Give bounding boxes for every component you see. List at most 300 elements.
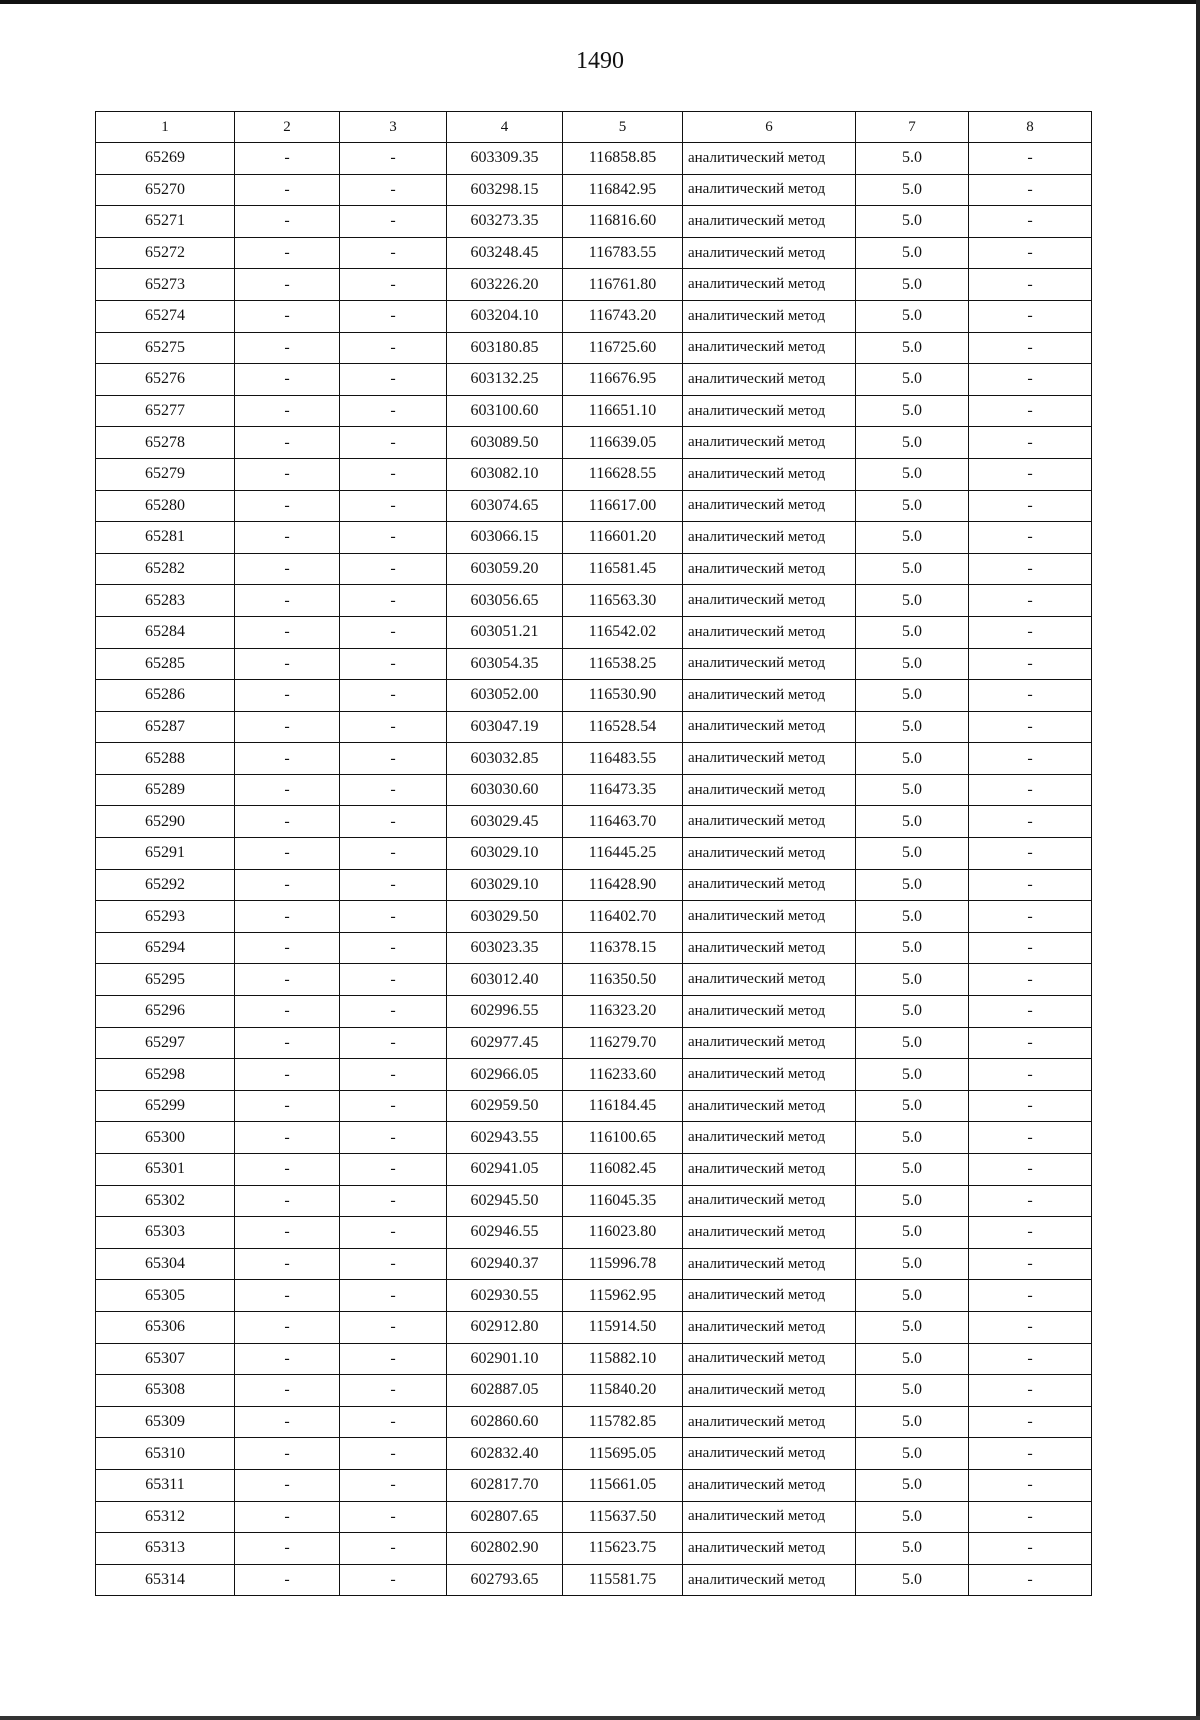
coord-y-cell: 116100.65 bbox=[563, 1122, 683, 1154]
coord-y-cell: 116378.15 bbox=[563, 932, 683, 964]
table-row bbox=[96, 174, 1092, 206]
table-row bbox=[96, 1406, 1092, 1438]
method-cell: аналитический метод bbox=[683, 806, 856, 838]
coord-y-cell: 115623.75 bbox=[563, 1533, 683, 1565]
cell-col3-cell: - bbox=[340, 901, 447, 933]
coord-x-cell: 602832.40 bbox=[447, 1438, 563, 1470]
accuracy-cell: 5.0 bbox=[856, 300, 969, 332]
coord-y-cell: 115882.10 bbox=[563, 1343, 683, 1375]
cell-col8-cell: - bbox=[969, 1059, 1092, 1091]
table-row bbox=[96, 616, 1092, 648]
point-number-cell: 65308 bbox=[96, 1375, 235, 1407]
accuracy-cell: 5.0 bbox=[856, 711, 969, 743]
coord-x-cell: 603030.60 bbox=[447, 774, 563, 806]
accuracy-cell: 5.0 bbox=[856, 1185, 969, 1217]
cell-col2-cell: - bbox=[235, 1217, 340, 1249]
accuracy-cell: 5.0 bbox=[856, 932, 969, 964]
method-cell: аналитический метод bbox=[683, 838, 856, 870]
coord-x-cell: 603074.65 bbox=[447, 490, 563, 522]
method-cell: аналитический метод bbox=[683, 522, 856, 554]
method-cell: аналитический метод bbox=[683, 206, 856, 238]
cell-col2-cell: - bbox=[235, 1059, 340, 1091]
coord-y-cell: 116816.60 bbox=[563, 206, 683, 238]
method-cell: аналитический метод bbox=[683, 553, 856, 585]
point-number-cell: 65304 bbox=[96, 1248, 235, 1280]
point-number-cell: 65291 bbox=[96, 838, 235, 870]
accuracy-cell: 5.0 bbox=[856, 143, 969, 175]
method-cell: аналитический метод bbox=[683, 1311, 856, 1343]
column-header: 1 bbox=[96, 112, 235, 143]
method-cell: аналитический метод bbox=[683, 364, 856, 396]
method-cell: аналитический метод bbox=[683, 1469, 856, 1501]
coord-x-cell: 602941.05 bbox=[447, 1154, 563, 1186]
point-number-cell: 65283 bbox=[96, 585, 235, 617]
coord-x-cell: 603248.45 bbox=[447, 237, 563, 269]
accuracy-cell: 5.0 bbox=[856, 1311, 969, 1343]
cell-col2-cell: - bbox=[235, 1027, 340, 1059]
point-number-cell: 65310 bbox=[96, 1438, 235, 1470]
table-row bbox=[96, 300, 1092, 332]
accuracy-cell: 5.0 bbox=[856, 743, 969, 775]
cell-col8-cell: - bbox=[969, 1406, 1092, 1438]
cell-col8-cell: - bbox=[969, 458, 1092, 490]
method-cell: аналитический метод bbox=[683, 1122, 856, 1154]
accuracy-cell: 5.0 bbox=[856, 1438, 969, 1470]
table-row bbox=[96, 1090, 1092, 1122]
cell-col2-cell: - bbox=[235, 332, 340, 364]
cell-col2-cell: - bbox=[235, 1185, 340, 1217]
point-number-cell: 65303 bbox=[96, 1217, 235, 1249]
point-number-cell: 65294 bbox=[96, 932, 235, 964]
point-number-cell: 65290 bbox=[96, 806, 235, 838]
scan-edge-right bbox=[1196, 0, 1200, 1720]
cell-col8-cell: - bbox=[969, 964, 1092, 996]
method-cell: аналитический метод bbox=[683, 1248, 856, 1280]
method-cell: аналитический метод bbox=[683, 174, 856, 206]
cell-col8-cell: - bbox=[969, 901, 1092, 933]
coord-x-cell: 602912.80 bbox=[447, 1311, 563, 1343]
cell-col2-cell: - bbox=[235, 553, 340, 585]
cell-col2-cell: - bbox=[235, 806, 340, 838]
coord-x-cell: 602887.05 bbox=[447, 1375, 563, 1407]
point-number-cell: 65297 bbox=[96, 1027, 235, 1059]
cell-col3-cell: - bbox=[340, 711, 447, 743]
coord-y-cell: 115581.75 bbox=[563, 1564, 683, 1596]
cell-col2-cell: - bbox=[235, 1533, 340, 1565]
cell-col8-cell: - bbox=[969, 1311, 1092, 1343]
table-row bbox=[96, 1059, 1092, 1091]
accuracy-cell: 5.0 bbox=[856, 1501, 969, 1533]
cell-col8-cell: - bbox=[969, 1027, 1092, 1059]
cell-col2-cell: - bbox=[235, 680, 340, 712]
cell-col2-cell: - bbox=[235, 522, 340, 554]
table-row bbox=[96, 1533, 1092, 1565]
method-cell: аналитический метод bbox=[683, 774, 856, 806]
coord-y-cell: 116743.20 bbox=[563, 300, 683, 332]
cell-col8-cell: - bbox=[969, 427, 1092, 459]
cell-col8-cell: - bbox=[969, 774, 1092, 806]
coord-x-cell: 603082.10 bbox=[447, 458, 563, 490]
table-row bbox=[96, 996, 1092, 1028]
cell-col3-cell: - bbox=[340, 743, 447, 775]
coord-y-cell: 115840.20 bbox=[563, 1375, 683, 1407]
coord-y-cell: 116402.70 bbox=[563, 901, 683, 933]
coord-y-cell: 116428.90 bbox=[563, 869, 683, 901]
accuracy-cell: 5.0 bbox=[856, 648, 969, 680]
point-number-cell: 65293 bbox=[96, 901, 235, 933]
coord-y-cell: 116082.45 bbox=[563, 1154, 683, 1186]
coord-x-cell: 602996.55 bbox=[447, 996, 563, 1028]
cell-col8-cell: - bbox=[969, 996, 1092, 1028]
accuracy-cell: 5.0 bbox=[856, 1533, 969, 1565]
cell-col2-cell: - bbox=[235, 1090, 340, 1122]
method-cell: аналитический метод bbox=[683, 869, 856, 901]
cell-col2-cell: - bbox=[235, 427, 340, 459]
table-row bbox=[96, 553, 1092, 585]
cell-col8-cell: - bbox=[969, 1533, 1092, 1565]
method-cell: аналитический метод bbox=[683, 1185, 856, 1217]
accuracy-cell: 5.0 bbox=[856, 206, 969, 238]
cell-col8-cell: - bbox=[969, 364, 1092, 396]
column-header: 4 bbox=[447, 112, 563, 143]
accuracy-cell: 5.0 bbox=[856, 838, 969, 870]
coord-y-cell: 116639.05 bbox=[563, 427, 683, 459]
table-row bbox=[96, 743, 1092, 775]
cell-col8-cell: - bbox=[969, 1343, 1092, 1375]
cell-col3-cell: - bbox=[340, 427, 447, 459]
method-cell: аналитический метод bbox=[683, 237, 856, 269]
accuracy-cell: 5.0 bbox=[856, 964, 969, 996]
point-number-cell: 65309 bbox=[96, 1406, 235, 1438]
accuracy-cell: 5.0 bbox=[856, 490, 969, 522]
point-number-cell: 65276 bbox=[96, 364, 235, 396]
cell-col3-cell: - bbox=[340, 996, 447, 1028]
cell-col3-cell: - bbox=[340, 237, 447, 269]
table-row bbox=[96, 774, 1092, 806]
table-row bbox=[96, 332, 1092, 364]
point-number-cell: 65299 bbox=[96, 1090, 235, 1122]
table-row bbox=[96, 1122, 1092, 1154]
cell-col2-cell: - bbox=[235, 143, 340, 175]
accuracy-cell: 5.0 bbox=[856, 237, 969, 269]
table-row bbox=[96, 1154, 1092, 1186]
coord-y-cell: 116473.35 bbox=[563, 774, 683, 806]
accuracy-cell: 5.0 bbox=[856, 996, 969, 1028]
accuracy-cell: 5.0 bbox=[856, 269, 969, 301]
cell-col8-cell: - bbox=[969, 332, 1092, 364]
cell-col2-cell: - bbox=[235, 490, 340, 522]
point-number-cell: 65284 bbox=[96, 616, 235, 648]
coord-x-cell: 602817.70 bbox=[447, 1469, 563, 1501]
coord-x-cell: 603051.21 bbox=[447, 616, 563, 648]
column-header: 2 bbox=[235, 112, 340, 143]
table-row bbox=[96, 901, 1092, 933]
cell-col8-cell: - bbox=[969, 743, 1092, 775]
method-cell: аналитический метод bbox=[683, 490, 856, 522]
cell-col8-cell: - bbox=[969, 1469, 1092, 1501]
accuracy-cell: 5.0 bbox=[856, 458, 969, 490]
method-cell: аналитический метод bbox=[683, 1154, 856, 1186]
cell-col3-cell: - bbox=[340, 1311, 447, 1343]
accuracy-cell: 5.0 bbox=[856, 1343, 969, 1375]
cell-col3-cell: - bbox=[340, 174, 447, 206]
coord-y-cell: 116617.00 bbox=[563, 490, 683, 522]
coord-y-cell: 116445.25 bbox=[563, 838, 683, 870]
coord-x-cell: 602943.55 bbox=[447, 1122, 563, 1154]
table-row bbox=[96, 458, 1092, 490]
cell-col8-cell: - bbox=[969, 838, 1092, 870]
cell-col2-cell: - bbox=[235, 1469, 340, 1501]
column-header: 3 bbox=[340, 112, 447, 143]
cell-col2-cell: - bbox=[235, 1406, 340, 1438]
cell-col8-cell: - bbox=[969, 143, 1092, 175]
cell-col2-cell: - bbox=[235, 1343, 340, 1375]
cell-col3-cell: - bbox=[340, 1248, 447, 1280]
coord-x-cell: 603309.35 bbox=[447, 143, 563, 175]
cell-col3-cell: - bbox=[340, 585, 447, 617]
cell-col8-cell: - bbox=[969, 1217, 1092, 1249]
coord-x-cell: 602860.60 bbox=[447, 1406, 563, 1438]
cell-col8-cell: - bbox=[969, 206, 1092, 238]
method-cell: аналитический метод bbox=[683, 1533, 856, 1565]
accuracy-cell: 5.0 bbox=[856, 1248, 969, 1280]
cell-col8-cell: - bbox=[969, 237, 1092, 269]
cell-col8-cell: - bbox=[969, 522, 1092, 554]
coord-x-cell: 603226.20 bbox=[447, 269, 563, 301]
cell-col2-cell: - bbox=[235, 174, 340, 206]
cell-col3-cell: - bbox=[340, 1501, 447, 1533]
cell-col2-cell: - bbox=[235, 1375, 340, 1407]
table-row bbox=[96, 1469, 1092, 1501]
method-cell: аналитический метод bbox=[683, 616, 856, 648]
cell-col8-cell: - bbox=[969, 585, 1092, 617]
method-cell: аналитический метод bbox=[683, 1059, 856, 1091]
coord-x-cell: 603066.15 bbox=[447, 522, 563, 554]
accuracy-cell: 5.0 bbox=[856, 806, 969, 838]
coord-y-cell: 115661.05 bbox=[563, 1469, 683, 1501]
point-number-cell: 65285 bbox=[96, 648, 235, 680]
cell-col3-cell: - bbox=[340, 269, 447, 301]
coord-y-cell: 116601.20 bbox=[563, 522, 683, 554]
coord-x-cell: 602793.65 bbox=[447, 1564, 563, 1596]
cell-col2-cell: - bbox=[235, 711, 340, 743]
point-number-cell: 65270 bbox=[96, 174, 235, 206]
coord-x-cell: 603029.50 bbox=[447, 901, 563, 933]
cell-col8-cell: - bbox=[969, 1375, 1092, 1407]
table-row bbox=[96, 648, 1092, 680]
cell-col3-cell: - bbox=[340, 648, 447, 680]
table-row bbox=[96, 490, 1092, 522]
cell-col3-cell: - bbox=[340, 774, 447, 806]
cell-col8-cell: - bbox=[969, 1564, 1092, 1596]
coord-x-cell: 603052.00 bbox=[447, 680, 563, 712]
cell-col3-cell: - bbox=[340, 522, 447, 554]
cell-col2-cell: - bbox=[235, 901, 340, 933]
table-row bbox=[96, 869, 1092, 901]
coord-y-cell: 116858.85 bbox=[563, 143, 683, 175]
point-number-cell: 65280 bbox=[96, 490, 235, 522]
cell-col8-cell: - bbox=[969, 1185, 1092, 1217]
point-number-cell: 65292 bbox=[96, 869, 235, 901]
accuracy-cell: 5.0 bbox=[856, 522, 969, 554]
cell-col3-cell: - bbox=[340, 1154, 447, 1186]
method-cell: аналитический метод bbox=[683, 1375, 856, 1407]
cell-col3-cell: - bbox=[340, 206, 447, 238]
table-row bbox=[96, 1438, 1092, 1470]
cell-col3-cell: - bbox=[340, 806, 447, 838]
coord-x-cell: 603029.10 bbox=[447, 869, 563, 901]
page-number: 1490 bbox=[576, 48, 624, 74]
coord-y-cell: 116323.20 bbox=[563, 996, 683, 1028]
coord-y-cell: 116676.95 bbox=[563, 364, 683, 396]
method-cell: аналитический метод bbox=[683, 1280, 856, 1312]
coord-x-cell: 603100.60 bbox=[447, 395, 563, 427]
method-cell: аналитический метод bbox=[683, 1343, 856, 1375]
point-number-cell: 65269 bbox=[96, 143, 235, 175]
coord-y-cell: 115782.85 bbox=[563, 1406, 683, 1438]
cell-col3-cell: - bbox=[340, 332, 447, 364]
point-number-cell: 65275 bbox=[96, 332, 235, 364]
coord-y-cell: 116651.10 bbox=[563, 395, 683, 427]
cell-col8-cell: - bbox=[969, 300, 1092, 332]
cell-col3-cell: - bbox=[340, 300, 447, 332]
table-row bbox=[96, 1217, 1092, 1249]
coord-x-cell: 602802.90 bbox=[447, 1533, 563, 1565]
point-number-cell: 65307 bbox=[96, 1343, 235, 1375]
cell-col2-cell: - bbox=[235, 395, 340, 427]
cell-col2-cell: - bbox=[235, 1311, 340, 1343]
cell-col8-cell: - bbox=[969, 1501, 1092, 1533]
accuracy-cell: 5.0 bbox=[856, 1217, 969, 1249]
cell-col8-cell: - bbox=[969, 869, 1092, 901]
point-number-cell: 65300 bbox=[96, 1122, 235, 1154]
column-header: 6 bbox=[683, 112, 856, 143]
accuracy-cell: 5.0 bbox=[856, 553, 969, 585]
table-body bbox=[96, 143, 1092, 1596]
table-row bbox=[96, 1027, 1092, 1059]
coord-x-cell: 602807.65 bbox=[447, 1501, 563, 1533]
cell-col3-cell: - bbox=[340, 616, 447, 648]
coord-x-cell: 603029.45 bbox=[447, 806, 563, 838]
table-row bbox=[96, 1280, 1092, 1312]
point-number-cell: 65298 bbox=[96, 1059, 235, 1091]
point-number-cell: 65296 bbox=[96, 996, 235, 1028]
point-number-cell: 65301 bbox=[96, 1154, 235, 1186]
coord-y-cell: 116542.02 bbox=[563, 616, 683, 648]
point-number-cell: 65302 bbox=[96, 1185, 235, 1217]
coord-y-cell: 116279.70 bbox=[563, 1027, 683, 1059]
method-cell: аналитический метод bbox=[683, 1564, 856, 1596]
cell-col2-cell: - bbox=[235, 1564, 340, 1596]
cell-col2-cell: - bbox=[235, 869, 340, 901]
point-number-cell: 65306 bbox=[96, 1311, 235, 1343]
point-number-cell: 65305 bbox=[96, 1280, 235, 1312]
coord-x-cell: 603059.20 bbox=[447, 553, 563, 585]
cell-col3-cell: - bbox=[340, 1217, 447, 1249]
method-cell: аналитический метод bbox=[683, 932, 856, 964]
point-number-cell: 65282 bbox=[96, 553, 235, 585]
cell-col2-cell: - bbox=[235, 838, 340, 870]
accuracy-cell: 5.0 bbox=[856, 616, 969, 648]
cell-col3-cell: - bbox=[340, 1375, 447, 1407]
point-number-cell: 65313 bbox=[96, 1533, 235, 1565]
accuracy-cell: 5.0 bbox=[856, 1122, 969, 1154]
cell-col8-cell: - bbox=[969, 395, 1092, 427]
accuracy-cell: 5.0 bbox=[856, 901, 969, 933]
accuracy-cell: 5.0 bbox=[856, 1375, 969, 1407]
coord-y-cell: 116530.90 bbox=[563, 680, 683, 712]
point-number-cell: 65288 bbox=[96, 743, 235, 775]
method-cell: аналитический метод bbox=[683, 1090, 856, 1122]
cell-col2-cell: - bbox=[235, 1501, 340, 1533]
table-row bbox=[96, 364, 1092, 396]
cell-col3-cell: - bbox=[340, 1090, 447, 1122]
cell-col2-cell: - bbox=[235, 964, 340, 996]
column-header: 8 bbox=[969, 112, 1092, 143]
coord-x-cell: 602945.50 bbox=[447, 1185, 563, 1217]
point-number-cell: 65295 bbox=[96, 964, 235, 996]
cell-col8-cell: - bbox=[969, 1280, 1092, 1312]
cell-col2-cell: - bbox=[235, 300, 340, 332]
coord-y-cell: 116761.80 bbox=[563, 269, 683, 301]
cell-col3-cell: - bbox=[340, 838, 447, 870]
coord-x-cell: 603032.85 bbox=[447, 743, 563, 775]
cell-col3-cell: - bbox=[340, 869, 447, 901]
coord-y-cell: 116045.35 bbox=[563, 1185, 683, 1217]
cell-col8-cell: - bbox=[969, 269, 1092, 301]
table-row bbox=[96, 1248, 1092, 1280]
coord-y-cell: 115996.78 bbox=[563, 1248, 683, 1280]
table-row bbox=[96, 1564, 1092, 1596]
scan-edge-top bbox=[0, 0, 1200, 4]
coord-y-cell: 116463.70 bbox=[563, 806, 683, 838]
cell-col2-cell: - bbox=[235, 269, 340, 301]
method-cell: аналитический метод bbox=[683, 1501, 856, 1533]
accuracy-cell: 5.0 bbox=[856, 332, 969, 364]
cell-col2-cell: - bbox=[235, 616, 340, 648]
coord-y-cell: 116628.55 bbox=[563, 458, 683, 490]
coord-x-cell: 603054.35 bbox=[447, 648, 563, 680]
method-cell: аналитический метод bbox=[683, 332, 856, 364]
cell-col2-cell: - bbox=[235, 1154, 340, 1186]
coord-x-cell: 603047.19 bbox=[447, 711, 563, 743]
cell-col8-cell: - bbox=[969, 616, 1092, 648]
cell-col8-cell: - bbox=[969, 553, 1092, 585]
cell-col8-cell: - bbox=[969, 490, 1092, 522]
point-number-cell: 65286 bbox=[96, 680, 235, 712]
method-cell: аналитический метод bbox=[683, 964, 856, 996]
coordinates-table bbox=[95, 111, 1092, 1596]
coord-y-cell: 116842.95 bbox=[563, 174, 683, 206]
cell-col3-cell: - bbox=[340, 1564, 447, 1596]
coord-y-cell: 116538.25 bbox=[563, 648, 683, 680]
cell-col3-cell: - bbox=[340, 458, 447, 490]
cell-col8-cell: - bbox=[969, 1154, 1092, 1186]
coord-x-cell: 603204.10 bbox=[447, 300, 563, 332]
method-cell: аналитический метод bbox=[683, 1438, 856, 1470]
coord-y-cell: 116233.60 bbox=[563, 1059, 683, 1091]
coord-x-cell: 602977.45 bbox=[447, 1027, 563, 1059]
cell-col3-cell: - bbox=[340, 1343, 447, 1375]
cell-col2-cell: - bbox=[235, 648, 340, 680]
cell-col3-cell: - bbox=[340, 364, 447, 396]
method-cell: аналитический метод bbox=[683, 1027, 856, 1059]
accuracy-cell: 5.0 bbox=[856, 427, 969, 459]
coord-x-cell: 603023.35 bbox=[447, 932, 563, 964]
table-header-row bbox=[96, 112, 1092, 143]
table-row bbox=[96, 806, 1092, 838]
accuracy-cell: 5.0 bbox=[856, 1280, 969, 1312]
